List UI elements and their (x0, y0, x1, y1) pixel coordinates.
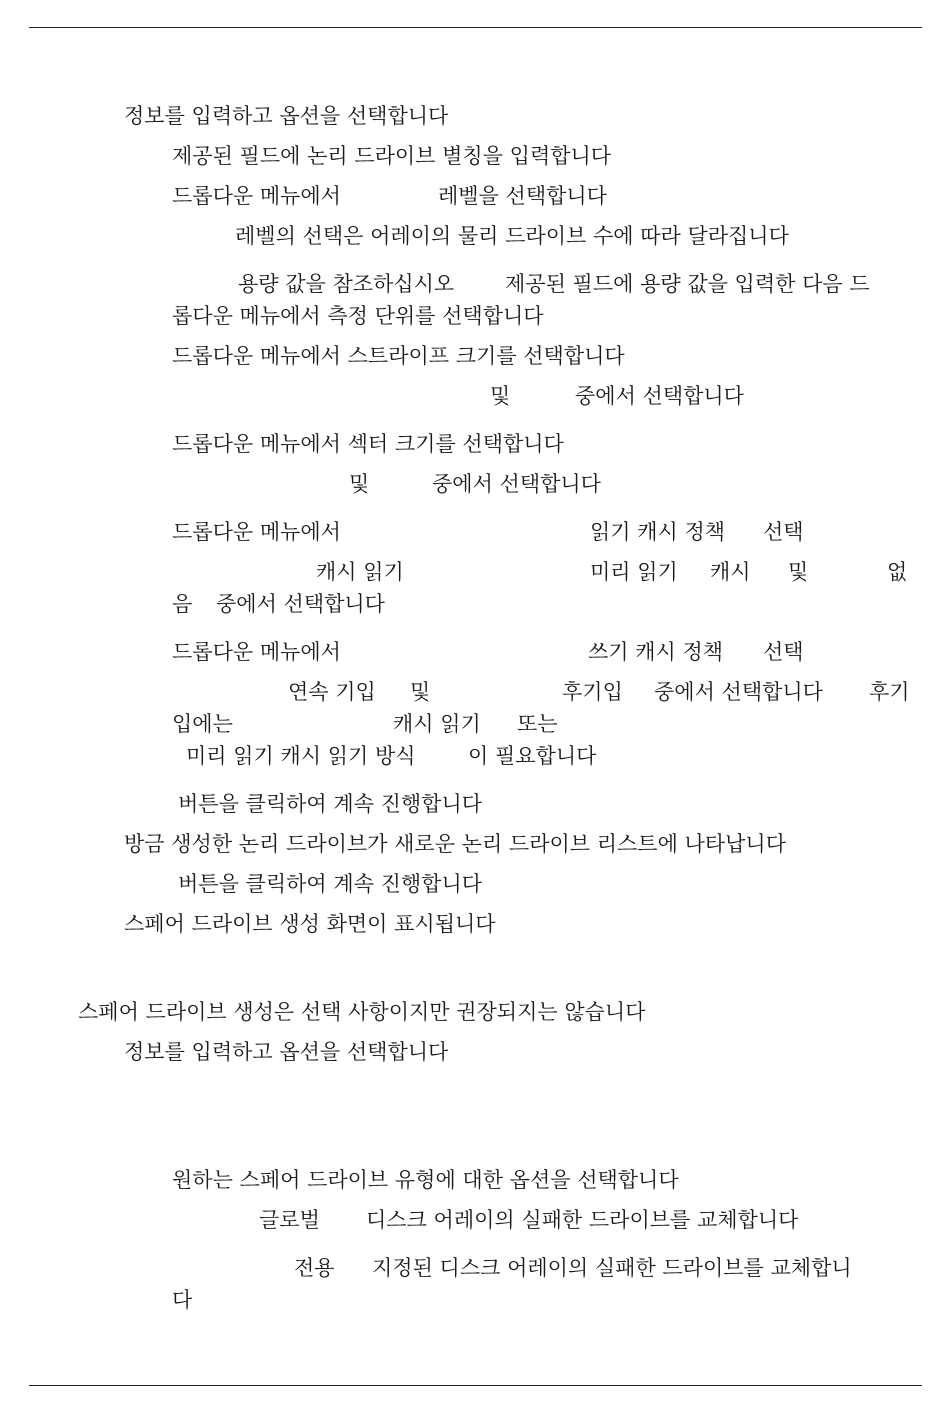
text-line: 다 (172, 1288, 193, 1312)
text-line: 원하는 스페어 드라이브 유형에 대한 옵션을 선택합니다 (172, 1168, 679, 1192)
text-line: 드롭다운 메뉴에서 섹터 크기를 선택합니다 (172, 432, 564, 456)
text-line: 롭다운 메뉴에서 측정 단위를 선택합니다 (172, 304, 544, 328)
text-line: 캐시 (710, 560, 751, 584)
text-line: 및 (349, 472, 370, 496)
text-line: 후기입 (562, 680, 623, 704)
text-line: 선택 (763, 520, 804, 544)
text-line: 중에서 선택합니다 (654, 680, 823, 704)
text-line: 입에는 (172, 712, 233, 736)
text-line: 선택 (763, 640, 804, 664)
text-line: 음 (172, 592, 193, 616)
text-line: 레벨을 선택합니다 (438, 184, 607, 208)
text-line: 및 (490, 384, 511, 408)
text-line: 캐시 읽기 (316, 560, 404, 584)
text-line: 드롭다운 메뉴에서 (172, 520, 341, 544)
text-line: 방금 생성한 논리 드라이브가 새로운 논리 드라이브 리스트에 나타납니다 (124, 832, 786, 856)
text-line: 버튼을 클릭하여 계속 진행합니다 (178, 872, 483, 896)
text-line: 및 (410, 680, 431, 704)
text-line: 지정된 디스크 어레이의 실패한 드라이브를 교체합니 (372, 1256, 852, 1280)
text-line: 쓰기 캐시 정책 (588, 640, 724, 664)
text-line: 디스크 어레이의 실패한 드라이브를 교체합니다 (366, 1208, 799, 1232)
text-line: 중에서 선택합니다 (575, 384, 744, 408)
text-line: 미리 읽기 (590, 560, 678, 584)
text-line: 용량 값을 참조하십시오 (238, 272, 455, 296)
text-line: 없 (887, 560, 908, 584)
text-line: 글로벌 (259, 1208, 320, 1232)
text-line: 후기 (869, 680, 910, 704)
bottom-rule (29, 1385, 922, 1386)
text-line: 드롭다운 메뉴에서 (172, 184, 341, 208)
text-line: 또는 (517, 712, 558, 736)
text-line: 읽기 캐시 정책 (590, 520, 726, 544)
text-line: 정보를 입력하고 옵션을 선택합니다 (124, 1040, 449, 1064)
text-line: 버튼을 클릭하여 계속 진행합니다 (178, 792, 483, 816)
text-line: 제공된 필드에 논리 드라이브 별칭을 입력합니다 (172, 144, 612, 168)
text-line: 드롭다운 메뉴에서 (172, 640, 341, 664)
text-line: 이 필요합니다 (468, 744, 597, 768)
text-line: 및 (788, 560, 809, 584)
top-rule (29, 27, 922, 28)
text-line: 제공된 필드에 용량 값을 입력한 다음 드 (505, 272, 870, 296)
text-line: 연속 기입 (288, 680, 376, 704)
text-line: 중에서 선택합니다 (432, 472, 601, 496)
text-line: 미리 읽기 캐시 읽기 방식 (186, 744, 416, 768)
text-line: 스페어 드라이브 생성은 선택 사항이지만 권장되지는 않습니다 (78, 1000, 646, 1024)
text-line: 드롭다운 메뉴에서 스트라이프 크기를 선택합니다 (172, 344, 625, 368)
text-line: 정보를 입력하고 옵션을 선택합니다 (124, 104, 449, 128)
text-line: 스페어 드라이브 생성 화면이 표시됩니다 (124, 912, 496, 936)
text-line: 캐시 읽기 (393, 712, 481, 736)
text-line: 레벨의 선택은 어레이의 물리 드라이브 수에 따라 달라집니다 (235, 224, 789, 248)
text-line: 전용 (294, 1256, 335, 1280)
text-line: 중에서 선택합니다 (216, 592, 385, 616)
